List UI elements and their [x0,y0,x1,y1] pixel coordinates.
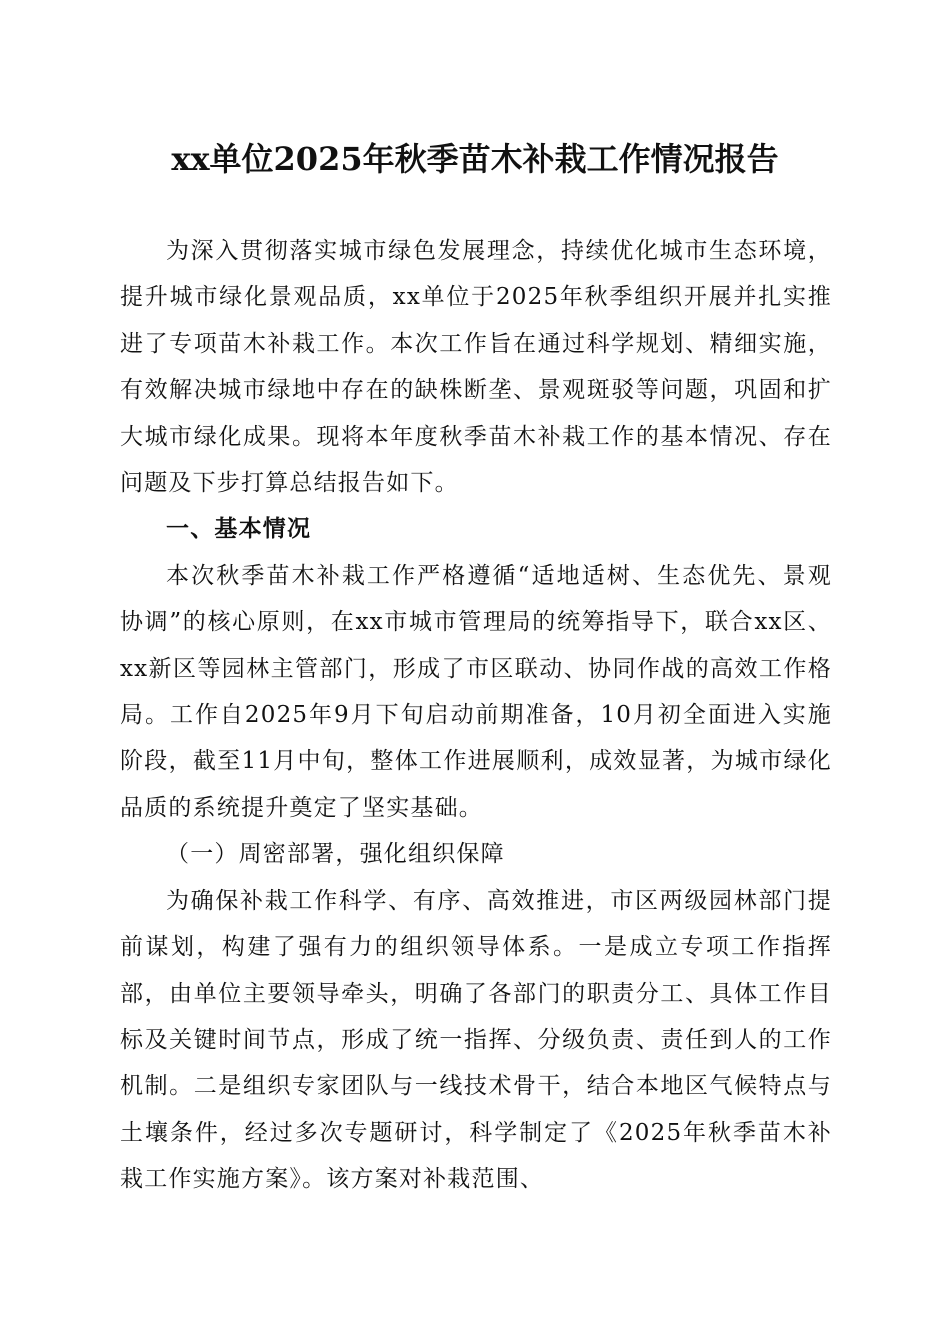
organization-paragraph: 为确保补栽工作科学、有序、高效推进，市区两级园林部门提前谋划，构建了强有力的组织领导体系。一是成立专项工作指挥部，由单位主要领导牵头，明确了各部门的职责分工、具体工作目标及关键时间节点，形成了统一指挥、分级负责、责任到人的工作机制。二是组织专家团队与一线技术骨干，结合本地区气候特点与土壤条件，经过多次专题研讨，科学制定了《2025年秋季苗木补栽工作实施方案》。该方案对补栽范围、 [120,887,832,1193]
document-body [120,228,832,1203]
section-heading-basic-situation: 一、基本情况 [166,516,312,543]
document-title: xx单位2025年秋季苗木补栽工作情况报告 [171,140,779,178]
subsection-heading-organization: （一）周密部署，强化组织保障 [166,841,505,868]
intro-paragraph: 为深入贯彻落实城市绿色发展理念，持续优化城市生态环境，提升城市绿化景观品质，xx单位于2025年秋季组织开展并扎实推进了专项苗木补栽工作。本次工作旨在通过科学规划、精细实施，有效解决城市绿地中存在的缺株断垄、景观斑驳等问题，巩固和扩大城市绿化成果。现将本年度秋季苗木补栽工作的基本情况、存在问题及下步打算总结报告如下。 [120,238,832,497]
basic-situation-paragraph: 本次秋季苗木补栽工作严格遵循“适地适树、生态优先、景观协调”的核心原则，在xx市城市管理局的统筹指导下，联合xx区、xx新区等园林主管部门，形成了市区联动、协同作战的高效工作格局。工作自2025年9月下旬启动前期准备，10月初全面进入实施阶段，截至11月中旬，整体工作进展顺利，成效显著，为城市绿化品质的系统提升奠定了坚实基础。 [120,562,832,821]
